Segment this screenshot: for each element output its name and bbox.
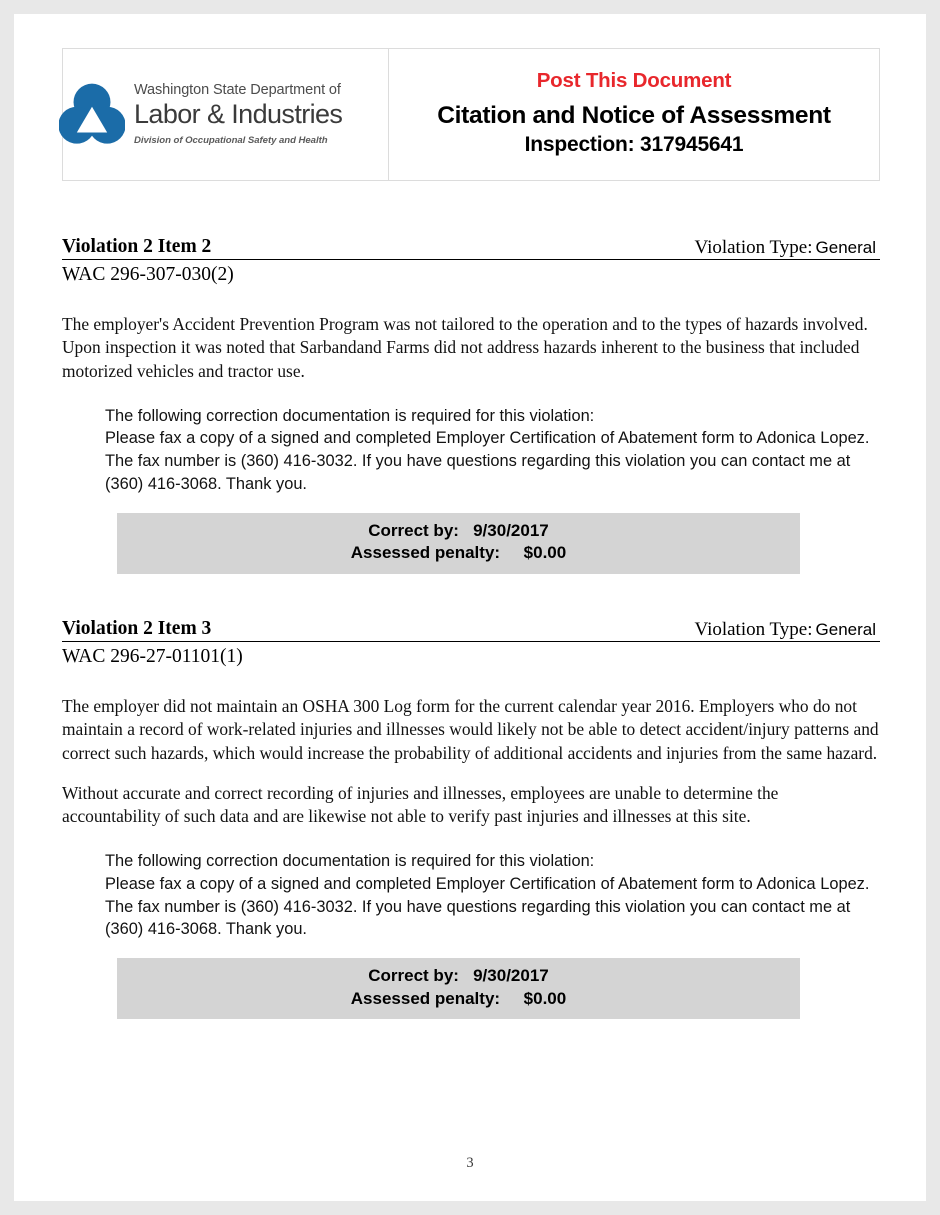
penalty-summary-box: [117, 958, 800, 1019]
agency-division-line: Division of Occupational Safety and Health: [134, 134, 328, 146]
document-title-cell: [389, 49, 879, 180]
page-title: Citation and Notice of Assessment: [437, 102, 831, 130]
page-number: 3: [466, 1155, 474, 1171]
agency-name-line1: Washington State Department of: [134, 82, 341, 99]
wac-code: WAC 296-27-01101(1): [62, 645, 243, 667]
document-header: [62, 48, 880, 181]
correct-by-row: Correct by: 9/30/2017: [368, 966, 549, 986]
violation-type-value: General: [815, 237, 876, 257]
correct-by-row: Correct by: 9/30/2017: [368, 520, 549, 540]
violation-paragraph: The employer's Accident Prevention Program was not tailored to the operation and to the types of hazards involved. Upon inspection it was noted that Sarbandand Farms did not address hazards inherent to the business that included motorized vehicles and tractor use.: [62, 314, 868, 381]
agency-logo: [59, 81, 388, 147]
violation-type-label: Violation Type:: [694, 618, 813, 640]
violation-block: [62, 236, 880, 574]
violation-paragraph: The employer did not maintain an OSHA 300 Log form for the current calendar year 2016. Employers who do not maintain a record of work-related injuries and illnesses would likely not be able to detect accident/injury patterns and correct such hazards, which would increase the probability of additional accidents and injuries from the same hazard.: [62, 696, 879, 763]
violation-block: [62, 618, 880, 1019]
post-this-document-notice: Post This Document: [536, 69, 732, 93]
correction-line-2: Please fax a copy of a signed and completed Employer Certification of Abatement form to Adonica Lopez. The fax number is (360) 416-3032. If you have questions regarding this violation you can contact me at (360) 416-3068. Thank you.: [105, 874, 870, 939]
penalty-summary-box: [117, 513, 800, 574]
wac-code: WAC 296-307-030(2): [62, 263, 234, 285]
agency-logo-text: [134, 81, 388, 147]
violation-heading: [62, 618, 880, 642]
labor-industries-trefoil-logo-icon: [59, 83, 125, 145]
violation-title: Violation 2 Item 2: [62, 236, 212, 257]
document-page: [14, 14, 926, 1201]
violation-type-label: Violation Type:: [694, 236, 813, 258]
section-spacer: [62, 574, 880, 618]
violation-paragraph: Without accurate and correct recording of injuries and illnesses, employees are unable to determine the accountability of such data and are likewise not able to verify past injuries and illnesses at this site.: [62, 782, 779, 826]
inspection-number: Inspection: 317945641: [524, 133, 744, 157]
agency-name-line2: Labor & Industries: [134, 99, 343, 130]
violation-heading: [62, 236, 880, 260]
correction-instructions: [105, 850, 880, 941]
violation-type: [694, 237, 880, 258]
violation-type-value: General: [815, 619, 876, 639]
correction-line-1: The following correction documentation is required for this violation:: [105, 406, 595, 425]
violation-title: Violation 2 Item 3: [62, 618, 212, 640]
correction-instructions: [105, 405, 880, 496]
agency-logo-cell: [63, 49, 389, 180]
assessed-penalty-row: Assessed penalty: $0.00: [350, 543, 567, 563]
assessed-penalty-row: Assessed penalty: $0.00: [350, 988, 567, 1008]
correction-line-1: The following correction documentation is required for this violation:: [105, 851, 595, 870]
violation-type: [694, 619, 880, 640]
correction-line-2: Please fax a copy of a signed and completed Employer Certification of Abatement form to Adonica Lopez. The fax number is (360) 416-3032. If you have questions regarding this violation you can contact me at (360) 416-3068. Thank you.: [105, 429, 870, 494]
document-body: [62, 236, 880, 1019]
